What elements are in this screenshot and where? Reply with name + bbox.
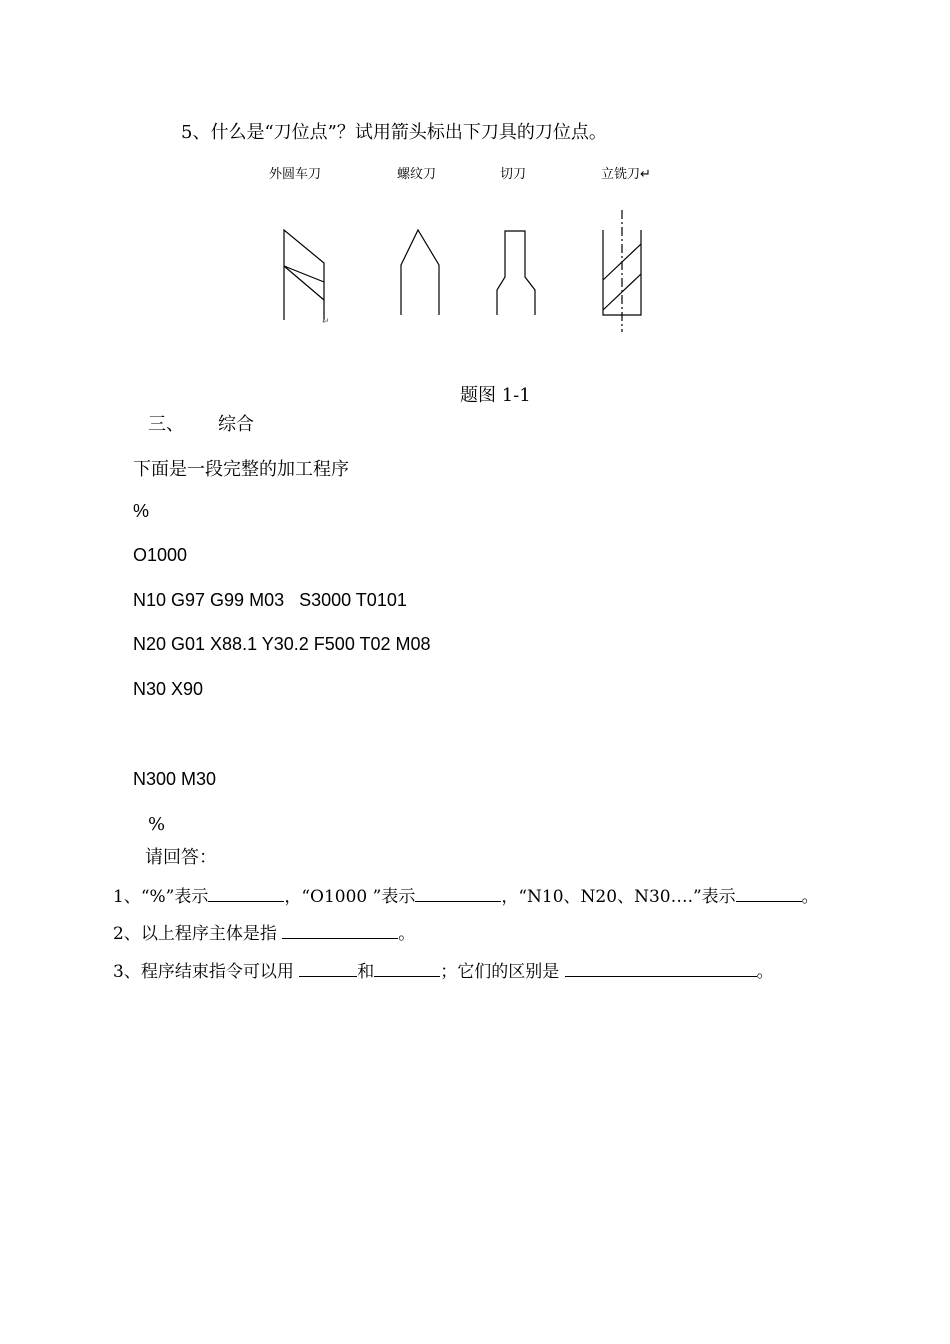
tool-label-cutoff: 切刀 — [500, 167, 527, 182]
q3-text-b: 和 — [357, 962, 375, 982]
q2-text-d: 。 — [398, 924, 416, 944]
section-title: 综合 — [218, 414, 254, 435]
q3-blank-2[interactable] — [374, 958, 440, 977]
end-mill-drawing — [603, 210, 641, 332]
section-heading — [148, 410, 254, 436]
q1-text-d: 。 — [801, 887, 819, 907]
q1-text-a: 1、“%”表示 — [113, 887, 209, 907]
tool-label-thread: 螺纹刀 — [397, 167, 437, 182]
q3-text-c: ；它们的区别是 — [440, 962, 565, 982]
code-line-n10: N10 G97 G99 M03 S3000 T0101 — [133, 590, 407, 610]
q1-text-b: ，“O1000 ”表示 — [284, 887, 416, 907]
code-line-n20: N20 G01 X88.1 Y30.2 F500 T02 M08 — [133, 634, 431, 654]
svg-text:↵: ↵ — [322, 317, 330, 327]
outer-turning-tool-drawing — [284, 230, 330, 327]
question-2 — [113, 919, 415, 944]
figure-caption: 题图 1-1 — [460, 385, 531, 406]
q1-blank-2[interactable] — [415, 883, 501, 902]
answer-prompt: 请回答： — [145, 847, 217, 868]
q3-blank-3[interactable] — [565, 958, 757, 977]
code-line-percent-end: % — [148, 814, 166, 835]
program-intro: 下面是一段完整的加工程序 — [133, 459, 349, 480]
thread-tool-drawing — [401, 230, 439, 315]
q3-text-d: 。 — [756, 962, 774, 982]
code-line-n30: N30 X90 — [133, 679, 204, 699]
question-1 — [113, 882, 819, 907]
q2-blank-1[interactable] — [282, 920, 398, 939]
code-line-percent-start: % — [133, 501, 150, 521]
q3-text-a: 3、程序结束指令可以用 — [113, 962, 300, 982]
section-number: 三、 — [148, 414, 184, 435]
question-5: 5、什么是“刀位点”？试用箭头标出下刀具的刀位点。 — [181, 122, 607, 143]
code-line-n300: N300 M30 — [133, 769, 217, 789]
cutoff-tool-drawing — [497, 231, 535, 315]
code-line-program-number: O1000 — [133, 545, 188, 565]
tool-diagrams — [270, 200, 670, 340]
q1-blank-1[interactable] — [208, 883, 284, 902]
q1-blank-3[interactable] — [736, 883, 802, 902]
q1-text-c: ，“N10、N20、N30….”表示 — [501, 887, 736, 907]
q2-text-a: 2、以上程序主体是指 — [113, 924, 283, 944]
q3-blank-1[interactable] — [299, 958, 357, 977]
tool-label-outer-turning: 外圆车刀 — [269, 167, 322, 182]
tool-label-end-mill: 立铣刀↵ — [601, 167, 651, 182]
question-3 — [113, 957, 774, 982]
